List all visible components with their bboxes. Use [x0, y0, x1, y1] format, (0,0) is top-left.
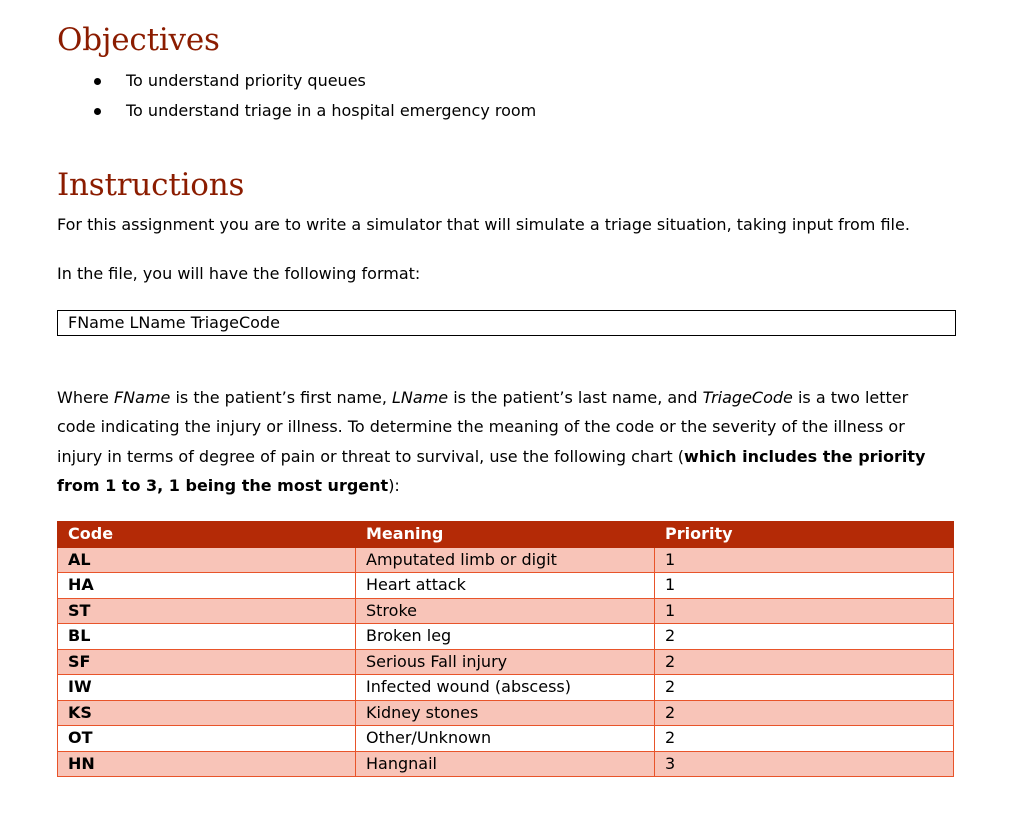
- code-cell: AL: [58, 547, 356, 573]
- table-header-row: [58, 522, 954, 548]
- where-text: is a two letter code indicating the injury or illness. To determine the meaning of the code or the severity of the illness or injury in terms of degree of pain or threat to survival, use the following chart (: [57, 388, 909, 466]
- table-row: [58, 624, 954, 650]
- priority-note: which includes the priority from 1 to 3, 1 being the most urgent: [57, 446, 926, 495]
- where-text: is the patient’s first name,: [170, 388, 393, 407]
- bullet-icon: [94, 78, 101, 85]
- code-cell: BL: [58, 624, 356, 650]
- objectives-list: [90, 70, 536, 130]
- table-row: [58, 649, 954, 675]
- priority-cell: 2: [655, 726, 954, 752]
- where-text: ):: [388, 475, 400, 495]
- meaning-cell: Kidney stones: [356, 700, 655, 726]
- meaning-cell: Infected wound (abscess): [356, 675, 655, 701]
- meaning-cell: Heart attack: [356, 573, 655, 599]
- table-row: [58, 547, 954, 573]
- meaning-cell: Other/Unknown: [356, 726, 655, 752]
- table-row: [58, 726, 954, 752]
- instructions-heading: Instructions: [57, 167, 245, 203]
- fname-term: FName: [113, 388, 171, 407]
- priority-cell: 1: [655, 547, 954, 573]
- lname-term: LName: [392, 388, 449, 407]
- meaning-cell: Serious Fall injury: [356, 649, 655, 675]
- table-row: [58, 675, 954, 701]
- priority-cell: 3: [655, 751, 954, 777]
- list-item: [90, 100, 536, 130]
- format-example-box: FName LName TriageCode: [57, 310, 956, 336]
- priority-cell: 1: [655, 598, 954, 624]
- objective-text: To understand triage in a hospital emergency room: [126, 101, 537, 120]
- column-header-code: Code: [58, 522, 356, 548]
- priority-cell: 2: [655, 700, 954, 726]
- code-cell: SF: [58, 649, 356, 675]
- priority-cell: 1: [655, 573, 954, 599]
- triagecode-term: TriageCode: [702, 388, 793, 407]
- meaning-cell: Hangnail: [356, 751, 655, 777]
- column-header-meaning: Meaning: [356, 522, 655, 548]
- table-row: [58, 700, 954, 726]
- format-intro-paragraph: In the file, you will have the following format:: [57, 264, 421, 283]
- priority-cell: 2: [655, 649, 954, 675]
- where-text: is the patient’s last name, and: [448, 388, 703, 407]
- code-cell: IW: [58, 675, 356, 701]
- intro-paragraph: For this assignment you are to write a simulator that will simulate a triage situation, taking input from file.: [57, 215, 910, 234]
- code-cell: OT: [58, 726, 356, 752]
- table-row: [58, 751, 954, 777]
- meaning-cell: Broken leg: [356, 624, 655, 650]
- priority-cell: 2: [655, 624, 954, 650]
- where-text: Where: [57, 388, 114, 407]
- table-row: [58, 598, 954, 624]
- objective-text: To understand priority queues: [126, 71, 366, 90]
- triage-table: [57, 521, 954, 777]
- objectives-heading: Objectives: [57, 22, 220, 58]
- column-header-priority: Priority: [655, 522, 954, 548]
- code-cell: HA: [58, 573, 356, 599]
- bullet-icon: [94, 108, 101, 115]
- meaning-cell: Stroke: [356, 598, 655, 624]
- where-paragraph: [57, 383, 937, 500]
- list-item: [90, 70, 536, 100]
- code-cell: ST: [58, 598, 356, 624]
- table-row: [58, 573, 954, 599]
- code-cell: KS: [58, 700, 356, 726]
- meaning-cell: Amputated limb or digit: [356, 547, 655, 573]
- priority-cell: 2: [655, 675, 954, 701]
- code-cell: HN: [58, 751, 356, 777]
